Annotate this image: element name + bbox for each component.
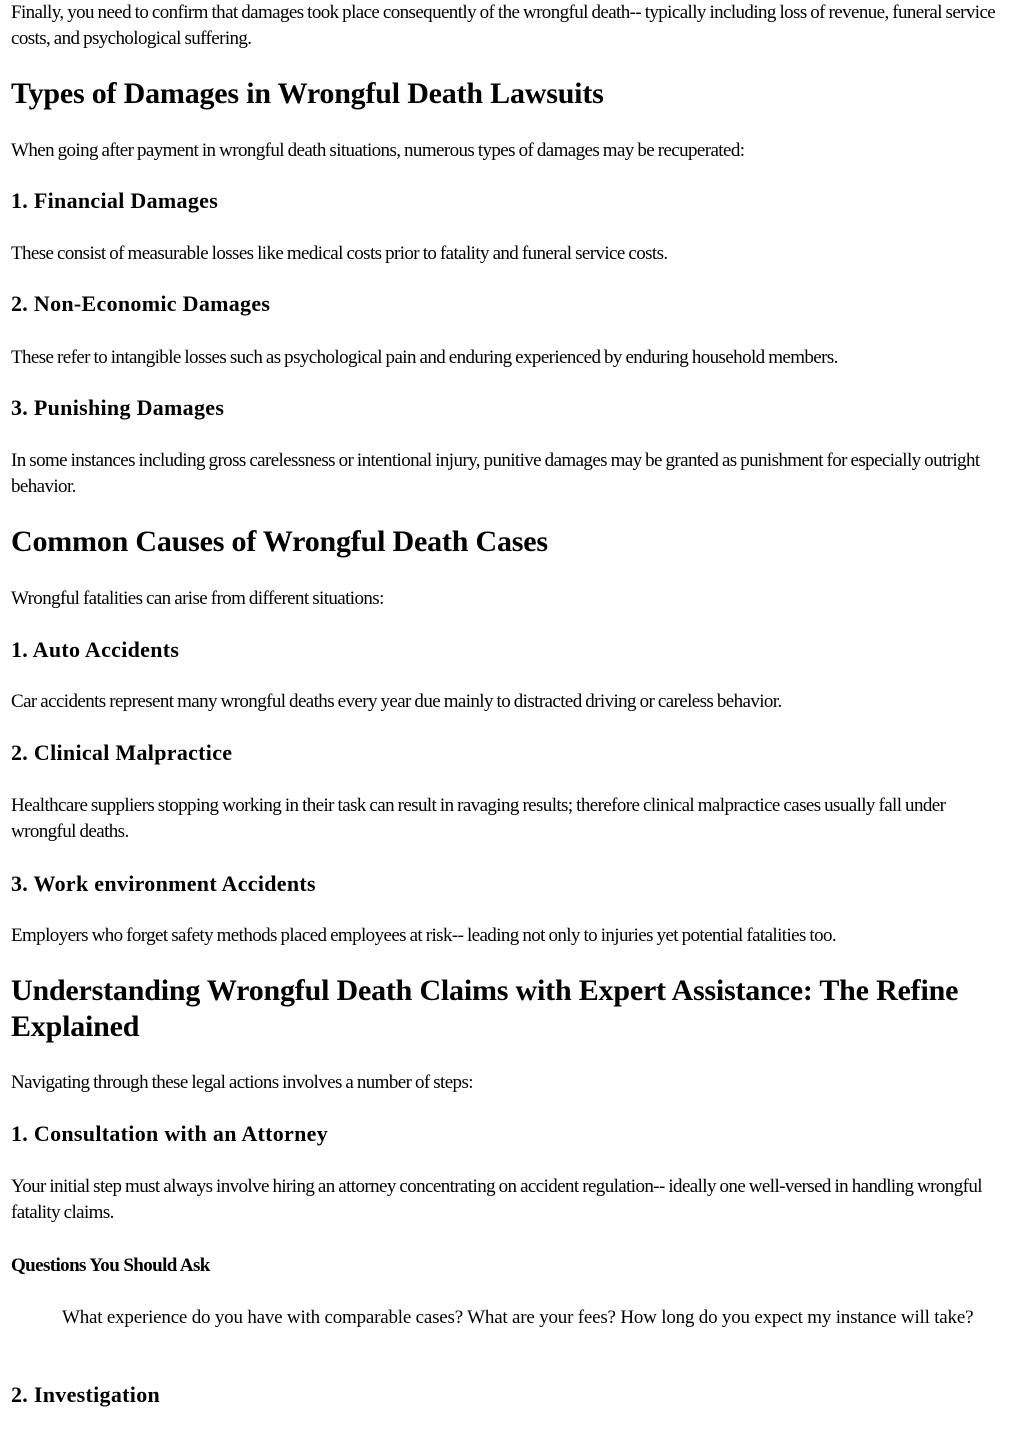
paragraph-punishing-damages: In some instances including gross carelessness or intentional injury, punitive damages may be granted as punishment for especially outright behavior. (11, 450, 980, 497)
quote-questions: What experience do you have with comparable cases? What are your fees? How long do you expect my instance will take? (62, 1307, 974, 1328)
subheading-auto-accidents: 1. Auto Accidents (11, 637, 180, 662)
subheading-punishing-damages: 3. Punishing Damages (11, 395, 225, 420)
section-intro-understanding-claims: Navigating through these legal actions involves a number of steps: (11, 1072, 473, 1093)
section-heading-types-of-damages: Types of Damages in Wrongful Death Lawsuits (11, 77, 604, 110)
subheading-work-environment-accidents: 3. Work environment Accidents (11, 871, 316, 896)
paragraph-financial-damages: These consist of measurable losses like medical costs prior to fatality and funeral service costs. (11, 243, 668, 264)
subheading-clinical-malpractice: 2. Clinical Malpractice (11, 740, 233, 765)
section-intro-types-of-damages: When going after payment in wrongful death situations, numerous types of damages may be recuperated: (11, 140, 745, 161)
paragraph-non-economic-damages: These refer to intangible losses such as psychological pain and enduring experienced by enduring household members. (11, 347, 838, 368)
subheading-financial-damages: 1. Financial Damages (11, 188, 219, 213)
intro-paragraph: Finally, you need to confirm that damages took place consequently of the wrongful death-- typically including loss of revenue, funeral service costs, and psychological suffering. (11, 2, 996, 49)
section-heading-common-causes: Common Causes of Wrongful Death Cases (11, 525, 548, 558)
paragraph-clinical-malpractice: Healthcare suppliers stopping working in their task can result in ravaging results; therefore clinical malpractice cases usually fall under wrongful deaths. (11, 795, 946, 842)
paragraph-auto-accidents: Car accidents represent many wrongful deaths every year due mainly to distracted driving or careless behavior. (11, 691, 782, 712)
subheading-investigation: 2. Investigation (11, 1382, 161, 1407)
paragraph-consultation-attorney: Your initial step must always involve hiring an attorney concentrating on accident regulation-- ideally one well-versed in handling wrongful fatality claims. (11, 1176, 982, 1223)
subheading-consultation-attorney: 1. Consultation with an Attorney (11, 1121, 329, 1146)
paragraph-work-environment-accidents: Employers who forget safety methods placed employees at risk-- leading not only to injuries yet potential fatalities too. (11, 925, 837, 946)
section-heading-understanding-claims: Understanding Wrongful Death Claims with Expert Assistance: The Refine Explained (11, 974, 959, 1043)
subheading-questions-you-should-ask: Questions You Should Ask (11, 1255, 210, 1276)
section-intro-common-causes: Wrongful fatalities can arise from different situations: (11, 588, 384, 609)
subheading-non-economic-damages: 2. Non-Economic Damages (11, 291, 271, 316)
